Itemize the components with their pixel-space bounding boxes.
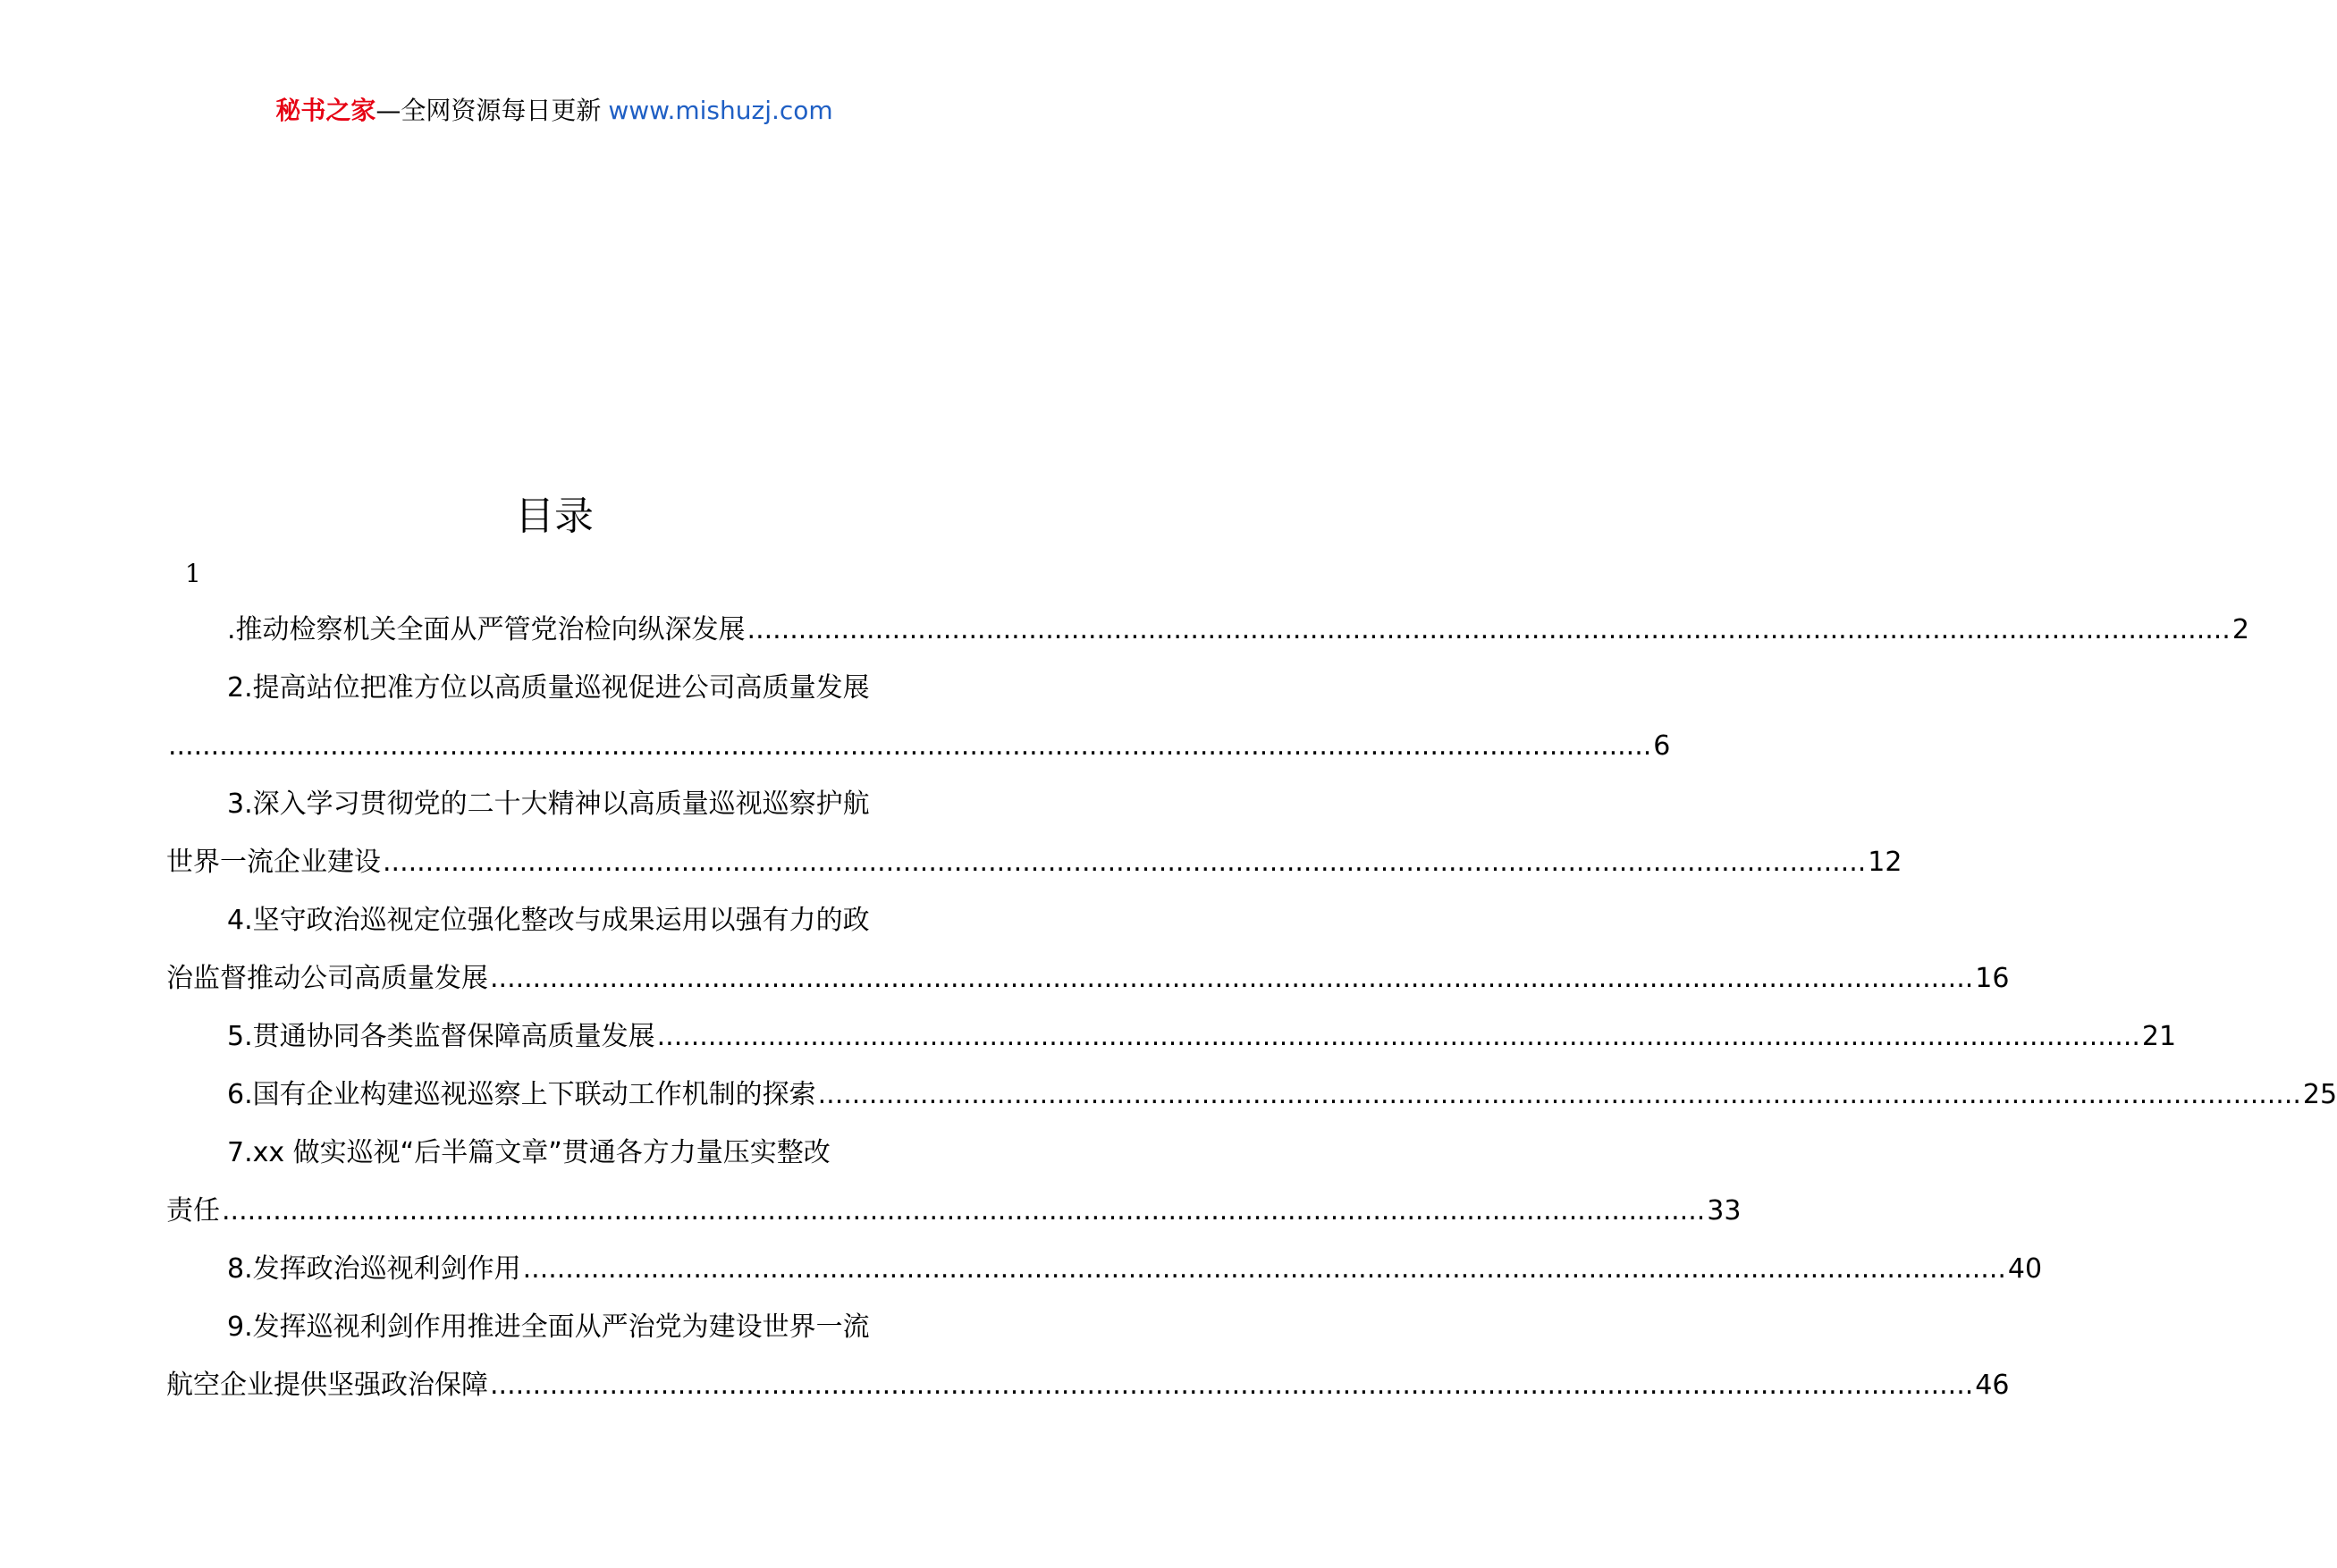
brand-name: 秘书之家 (275, 96, 376, 125)
toc-page-number: 40 (2007, 1253, 2043, 1285)
toc-page-number: 2 (2232, 614, 2249, 645)
toc-leader-dots: .............................................................................................................................................................................. (522, 1253, 2006, 1285)
stray-number: 1 (185, 559, 201, 588)
toc-entry-9[interactable] (166, 1298, 935, 1356)
toc-page-number: 46 (1975, 1370, 2010, 1401)
toc-page-number: 25 (2302, 1079, 2337, 1110)
toc-leader-dots: .............................................................................................................................................................................. (656, 1021, 2140, 1052)
table-of-contents (166, 601, 2337, 1414)
toc-entry-title: 2.提高站位把准方位以高质量巡视促进公司高质量发展 (227, 672, 870, 704)
toc-entry-title: .推动检察机关全面从严管党治检向纵深发展 (227, 614, 746, 645)
toc-leader-dots: .............................................................................................................................................................................. (490, 1370, 1974, 1401)
toc-entry-title: 5.贯通协同各类监督保障高质量发展 (227, 1021, 655, 1052)
toc-leader-dots: .............................................................................................................................................................................. (747, 614, 2231, 645)
toc-entry-title: 4.坚守政治巡视定位强化整改与成果运用以强有力的政 (227, 905, 870, 936)
toc-entry-title-cont: 治监督推动公司高质量发展 (166, 963, 488, 994)
toc-leader-dots: .............................................................................................................................................................................. (222, 1195, 1706, 1227)
toc-page-number: 16 (1975, 963, 2010, 994)
toc-entry-2-continuation[interactable] (166, 717, 1671, 775)
toc-leader-dots: .............................................................................................................................................................................. (383, 847, 1867, 878)
toc-entry-4[interactable] (166, 891, 935, 949)
toc-leader-dots: .............................................................................................................................................................................. (817, 1079, 2301, 1110)
toc-entry-3-continuation[interactable] (166, 833, 1903, 891)
toc-entry-title: 6.国有企业构建巡视巡察上下联动工作机制的探索 (227, 1079, 816, 1110)
toc-entry-title-cont: 世界一流企业建设 (166, 847, 381, 878)
banner-url-link[interactable]: www.mishuzj.com (608, 96, 833, 125)
toc-entry-2[interactable] (166, 659, 935, 717)
toc-entry-3[interactable] (166, 775, 935, 833)
toc-entry-7-continuation[interactable] (166, 1182, 1742, 1240)
toc-entry-title: 3.深入学习贯彻党的二十大精神以高质量巡视巡察护航 (227, 788, 870, 820)
toc-leader-dots: .............................................................................................................................................................................. (168, 730, 1652, 762)
toc-title: 目录 (515, 493, 594, 539)
toc-leader-dots: .............................................................................................................................................................................. (490, 963, 1974, 994)
toc-page-number: 6 (1653, 730, 1671, 762)
toc-entry-5[interactable] (166, 1007, 2177, 1066)
toc-entry-6[interactable] (166, 1066, 2337, 1124)
toc-entry-title: 9.发挥巡视利剑作用推进全面从严治党为建设世界一流 (227, 1311, 870, 1343)
banner-tagline: —全网资源每日更新 (375, 96, 602, 125)
toc-entry-title: 7.xx 做实巡视“后半篇文章”贯通各方力量压实整改 (227, 1137, 831, 1168)
toc-entry-4-continuation[interactable] (166, 949, 2010, 1007)
toc-entry-title: 8.发挥政治巡视利剑作用 (227, 1253, 521, 1285)
toc-page-number: 33 (1707, 1195, 1742, 1227)
toc-page-number: 21 (2141, 1021, 2177, 1052)
toc-entry-title-cont: 责任 (166, 1195, 220, 1227)
site-banner (0, 93, 1109, 129)
toc-entry-title-cont: 航空企业提供坚强政治保障 (166, 1370, 488, 1401)
toc-entry-1[interactable] (166, 601, 2249, 659)
toc-entry-9-continuation[interactable] (166, 1356, 2010, 1414)
toc-entry-7[interactable] (166, 1124, 935, 1182)
toc-page-number: 12 (1868, 847, 1903, 878)
toc-entry-8[interactable] (166, 1240, 2043, 1298)
